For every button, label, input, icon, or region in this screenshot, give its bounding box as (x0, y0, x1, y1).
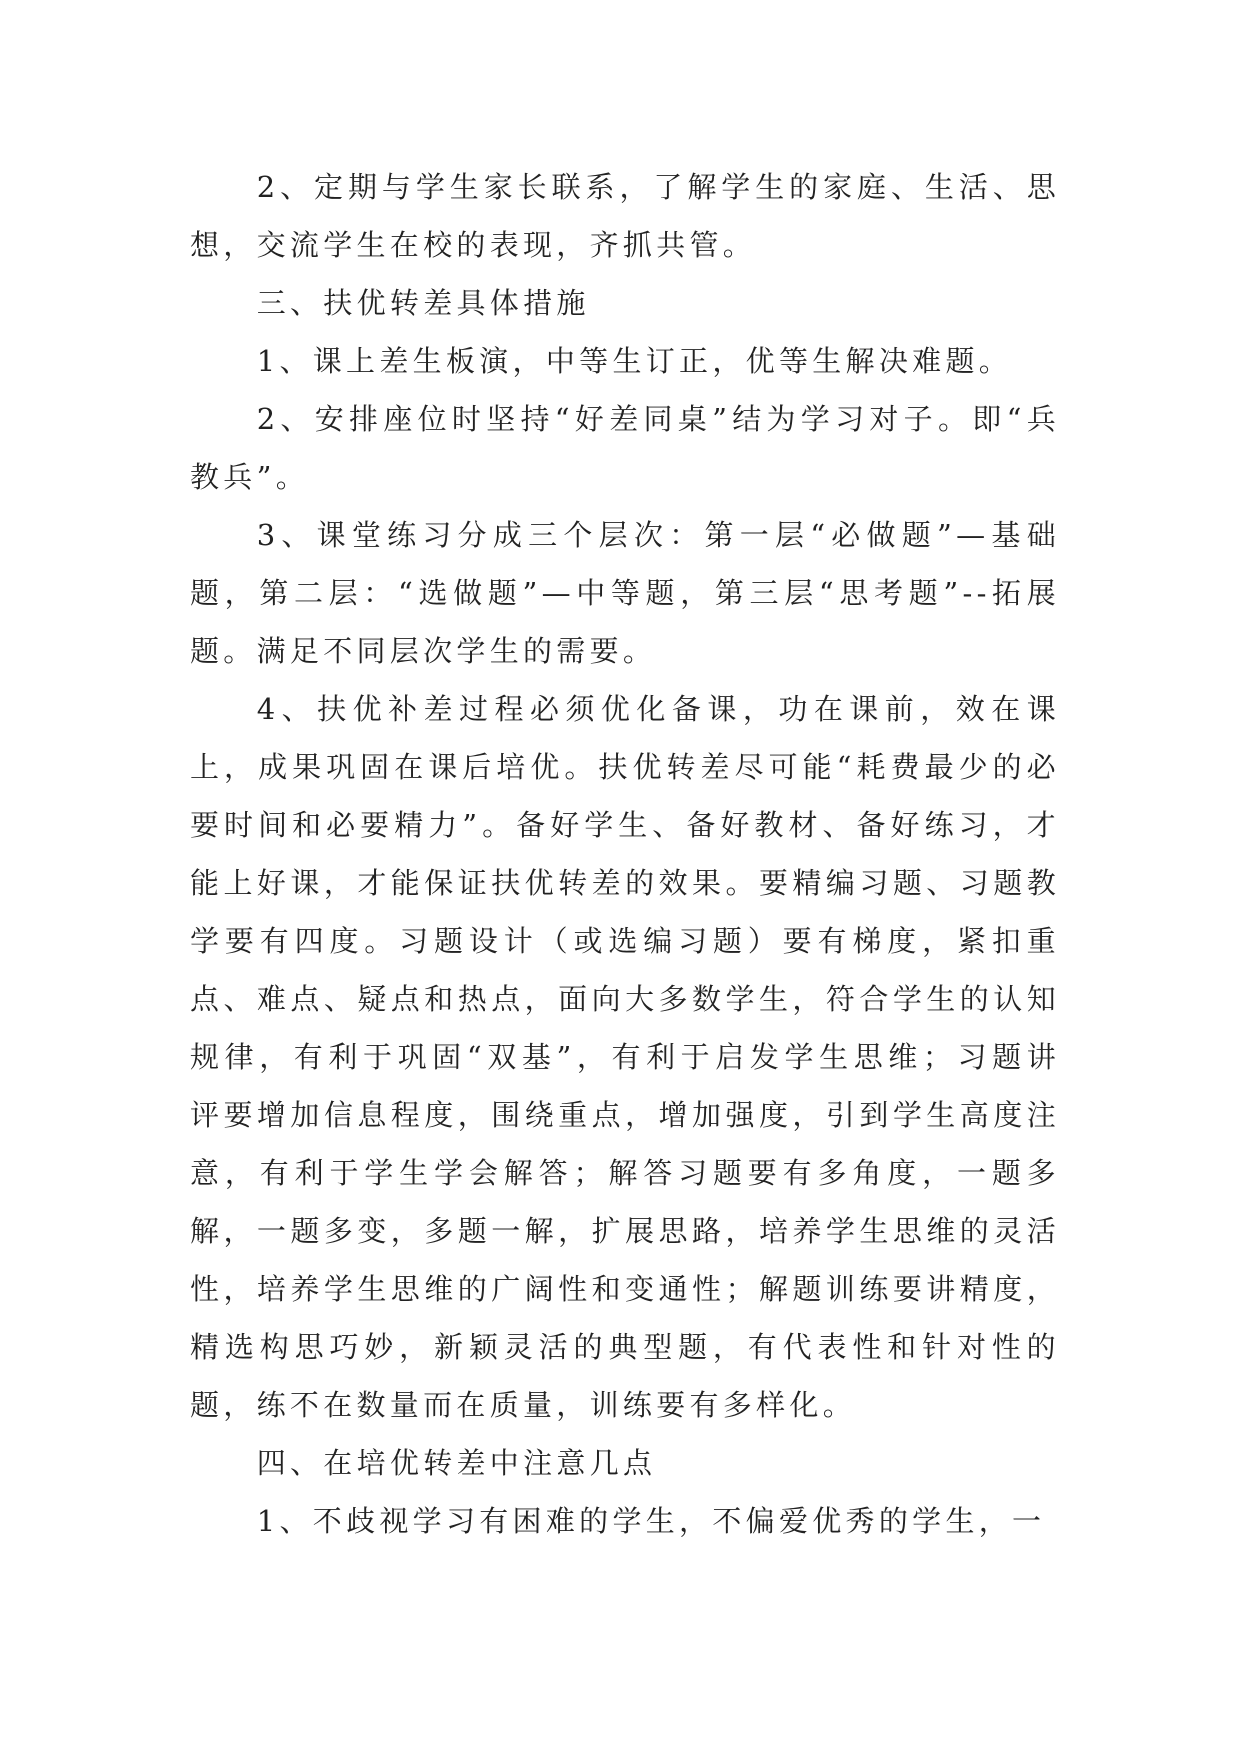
paragraph-no-discrimination: 1、不歧视学习有困难的学生，不偏爱优秀的学生，一 (256, 1504, 1046, 1538)
document-body (190, 158, 1060, 1550)
paragraph-seating-pairs: 2、安排座位时坚持“好差同桌”结为学习对子。即“兵教兵”。 (190, 402, 1060, 494)
paragraph-lesson-preparation: 4、扶优补差过程必须优化备课，功在课前，效在课上，成果巩固在课后培优。扶优转差尽可能“耗费最少的必要时间和必要精力”。备好学生、备好教材、备好练习，才能上好课，才能保证扶优转差的效果。要精编习题、习题教学要有四度。习题设计（或选编习题）要有梯度，紧扣重点、难点、疑点和热点，面向大多数学生，符合学生的认知规律，有利于巩固“双基”，有利于启发学生思维；习题讲评要增加信息程度，围绕重点，增加强度，引到学生高度注意，有利于学生学会解答；解答习题要有多角度，一题多解，一题多变，多题一解，扩展思路，培养学生思维的灵活性，培养学生思维的广阔性和变通性；解题训练要讲精度，精选构思巧妙，新颖灵活的典型题，有代表性和针对性的题，练不在数量而在质量，训练要有多样化。 (190, 692, 1060, 1422)
section-heading-measures: 三、扶优转差具体措施 (256, 286, 590, 320)
paragraph-board-practice: 1、课上差生板演，中等生订正，优等生解决难题。 (256, 344, 1013, 378)
section-heading-notes: 四、在培优转差中注意几点 (256, 1446, 657, 1480)
paragraph-practice-levels: 3、课堂练习分成三个层次：第一层“必做题”—基础题，第二层：“选做题”—中等题，第三层“思考题”--拓展题。满足不同层次学生的需要。 (190, 518, 1060, 668)
paragraph-parent-contact: 2、定期与学生家长联系，了解学生的家庭、生活、思想，交流学生在校的表现，齐抓共管。 (190, 170, 1060, 262)
